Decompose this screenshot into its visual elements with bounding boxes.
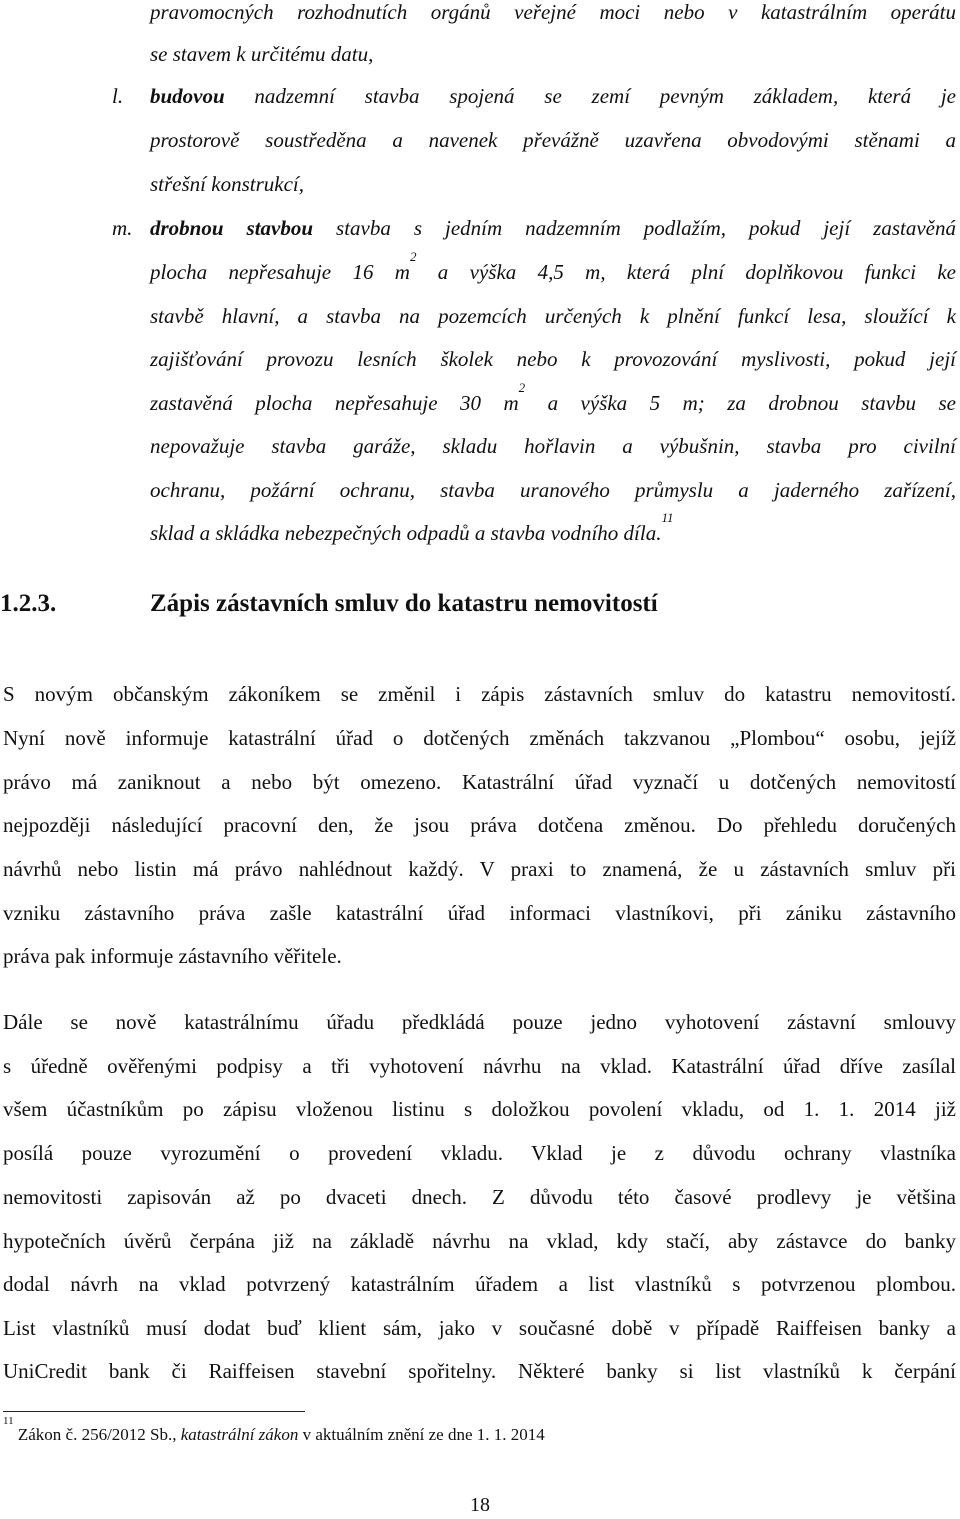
text-line: zajišťování provozu lesních školek nebo k provozování myslivosti, pokud její bbox=[150, 347, 956, 371]
footnote-separator bbox=[3, 1411, 305, 1412]
superscript: 2 bbox=[409, 249, 417, 264]
footnote: $^{11}$ Zákon č. 256/2012 Sb., katastrální zákon v aktuálním znění ze dne 1. 1. 2014 bbox=[3, 1415, 545, 1444]
footnote-italic-title: katastrální zákon bbox=[180, 1425, 299, 1444]
section-title: Zápis zástavních smluv do katastru nemovitostí bbox=[150, 590, 658, 617]
text-line: nejpozději následující pracovní den, že jsou práva dotčena změnou. Do přehledu doručených bbox=[3, 813, 956, 837]
text-line: Dále se nově katastrálnímu úřadu předkládá pouze jedno vyhotovení zástavní smlouvy bbox=[3, 1010, 956, 1034]
page-number: 18 bbox=[470, 1494, 490, 1516]
defined-term: drobnou stavbou bbox=[150, 216, 314, 240]
text-line: posílá pouze vyrozumění o provedení vkladu. Vklad je z důvodu ochrany vlastníka bbox=[3, 1141, 956, 1165]
text-line: budovou nadzemní stavba spojená se zemí pevným základem, která je bbox=[150, 84, 956, 108]
text-line: nemovitosti zapisován až po dvaceti dnech. Z důvodu této časové prodlevy je většina bbox=[3, 1185, 956, 1209]
text-line: střešní konstrukcí, bbox=[150, 172, 304, 196]
list-marker: m. bbox=[112, 216, 133, 240]
text-line: sklad a skládka nebezpečných odpadů a stavba vodního díla.$^{11}$ bbox=[150, 510, 674, 545]
text-line: ochranu, požární ochranu, stavba uranového průmyslu a jaderného zařízení, bbox=[150, 478, 956, 502]
text-line: návrhů nebo listin má právo nahlédnout každý. V praxi to znamená, že u zástavních smluv při bbox=[3, 857, 956, 881]
text-line: práva pak informuje zástavního věřitele. bbox=[3, 944, 342, 968]
text-line: hypotečních úvěrů čerpána již na základě návrhu na vklad, kdy stačí, aby zástavce do banky bbox=[3, 1229, 956, 1253]
section-heading bbox=[0, 590, 658, 618]
text-line: drobnou stavbou stavba s jedním nadzemním podlažím, pokud její zastavěná bbox=[150, 216, 956, 240]
text-line: s úředně ověřenými podpisy a tři vyhotovení návrhu na vklad. Katastrální úřad dříve zasílal bbox=[3, 1054, 956, 1078]
text-line: pravomocných rozhodnutích orgánů veřejné moci nebo v katastrálním operátu bbox=[150, 0, 956, 24]
text-line: plocha nepřesahuje 16 $m^2$ a výška 4,5 m, která plní doplňkovou funkci ke bbox=[150, 249, 957, 284]
text-line: UniCredit bank či Raiffeisen stavební spořitelny. Některé banky si list vlastníků k čerpání bbox=[3, 1359, 956, 1383]
defined-term: budovou bbox=[150, 84, 225, 108]
text-line: se stavem k určitému datu, bbox=[150, 42, 374, 66]
text-line: nepovažuje stavba garáže, skladu hořlavin a výbušnin, stavba pro civilní bbox=[150, 434, 956, 458]
text-line: prostorově soustředěna a navenek převážně uzavřena obvodovými stěnami a bbox=[150, 128, 956, 152]
text-line: vzniku zástavního práva zašle katastrální úřad informaci vlastníkovi, při zániku zástavního bbox=[3, 901, 956, 925]
superscript: 2 bbox=[518, 380, 526, 395]
text-line: List vlastníků musí dodat buď klient sám, jako v současné době v případě Raiffeisen banky a bbox=[3, 1316, 956, 1340]
text-line: všem účastníkům po zápisu vloženou listinu s doložkou povolení vkladu, od 1. 1. 2014 již bbox=[3, 1097, 956, 1121]
text-line: Nyní nově informuje katastrální úřad o dotčených změnách takzvanou „Plombou“ osobu, jejíž bbox=[3, 726, 956, 750]
text-line: zastavěná plocha nepřesahuje 30 $m^2$ a výška 5 m; za drobnou stavbu se bbox=[150, 380, 956, 415]
list-marker: l. bbox=[112, 84, 124, 108]
section-number: 1.2.3. bbox=[0, 590, 57, 617]
footnote-reference[interactable]: 11 bbox=[661, 510, 674, 525]
text-line: S novým občanským zákoníkem se změnil i zápis zástavních smluv do katastru nemovitostí. bbox=[3, 682, 956, 706]
text-line: dodal návrh na vklad potvrzený katastrálním úřadem a list vlastníků s potvrzenou plombou. bbox=[3, 1272, 956, 1296]
text-line: právo má zaniknout a nebo být omezeno. Katastrální úřad vyznačí u dotčených nemovitostí bbox=[3, 770, 956, 794]
footnote-number: 11 bbox=[3, 1415, 14, 1427]
text-line: stavbě hlavní, a stavba na pozemcích určených k plnění funkcí lesa, sloužící k bbox=[150, 304, 956, 328]
